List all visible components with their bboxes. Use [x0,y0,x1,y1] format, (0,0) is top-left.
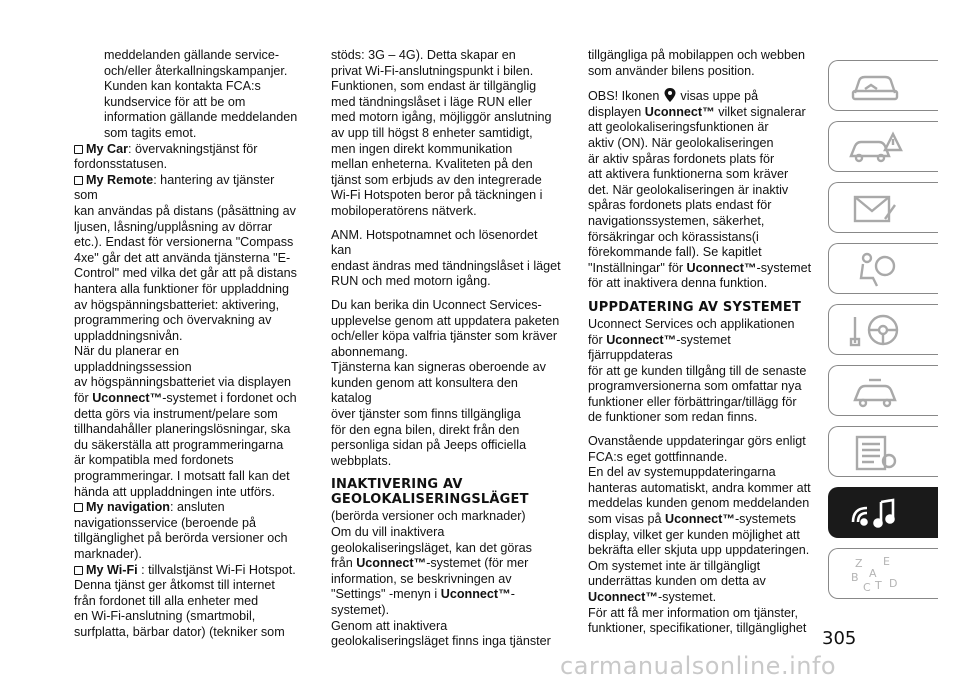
text-line: är kompatibla med fordonets [74,453,234,468]
brand-name: Uconnect™ [440,587,511,602]
text-line: detta görs via instrument/pelare som [74,406,278,421]
text-column-1 [74,48,298,641]
item-title: My Remote [86,172,154,187]
bullet-icon [74,503,83,512]
car-warning-icon [845,126,905,168]
text-line: programmeringar. I motsatt fall kan det [74,469,290,484]
text-line: navigationsservice (beroende på [74,515,257,530]
text-line: tillhandahåller planeringslösningar, ska [74,422,291,437]
text-line: från fordonet till alla enheter med [74,593,259,608]
airbag-safety-icon [845,248,905,290]
message-icon [845,187,905,229]
text-column-3 [588,48,814,637]
alphabet-index-icon [845,553,905,595]
navigation-item [74,500,298,516]
svg-text:T: T [875,579,882,592]
paragraph: Uconnect Services och applikationen för Uconnect™-systemet fjärruppdateras för att ge kunden tillgång till de senaste programversionerna som omfattar nya funktioner eller förbättringar/tillägg för de funktioner som redan finns. [588,316,807,425]
text-line: programmering och övervakning av [74,313,272,328]
text-line: kan användas på distans (påsättning av [74,203,296,218]
svg-text:C: C [863,581,871,594]
mycar-item [74,142,298,158]
item-title: My Wi-Fi [86,562,138,577]
svg-text:D: D [889,577,898,590]
paragraph: Tjänsterna kan signeras oberoende av kunden genom att konsultera den katalog över tjänster som finns tillgängliga för den egna bilen, direkt från den personliga sidan på Jeeps officiella webbplats. [331,360,546,468]
text-line: som tagits emot. [104,125,197,140]
text-line: och/eller återkallningskampanjer. [104,63,288,78]
svg-text:E: E [883,555,890,568]
tab-warnings[interactable] [828,121,938,172]
text-line: tillgänglighet på berörda versioner och [74,531,288,546]
paragraph: Ovanstående uppdateringar görs enligt FCA:s eget gottfinnande. [588,434,806,464]
paragraph: Genom att inaktivera geolokaliseringsläget finns inga tjänster [331,618,551,649]
text-line: av högspänningsbatteriet via displayen [74,375,292,390]
intro-paragraph [74,48,298,142]
obs-paragraph: OBS! Ikonen visas uppe på displayen Uconnect™ vilket signalerar att geolokaliseringsfunktionen är aktiv (ON). När geolokaliseringen är aktiv spåras fordonets plats för att aktivera funktionerna som kräver det. När geolokaliseringen är inaktiv spåras fordonets plats endast för navigationssystemen, säkerhet, försäkringar och körassistans(i förekommande fall). Se kapitlet "Inställningar" för Uconnect™-systemet för att inaktivera denna funktion. [588,89,812,291]
brand-name: Uconnect™ [665,512,735,527]
specifications-icon [845,431,905,473]
remote-item [74,173,298,204]
tab-messages[interactable] [828,182,938,233]
paragraph: tillgängliga på mobilappen och webben som använder bilens position. [588,48,806,78]
text-line: ljusen, låsning/upplåsning av dörrar [74,219,273,234]
tab-safety[interactable] [828,243,938,294]
car-dashboard-icon [845,65,905,107]
text-column-2 [331,48,561,650]
text-line: meddelanden gällande service- [104,48,280,62]
paragraph: Om systemet inte är tillgängligt underrättas kunden om detta av Uconnect™-systemet. [588,558,766,604]
section-heading-system-update: UPPDATERING AV SYSTEMET [588,299,802,315]
paragraph: För att få mer information om tjänster, funktioner, specifikationer, tillgänglighet [588,605,807,636]
bullet-icon [74,566,83,575]
text-line: en Wi-Fi-anslutning (smartmobil, [74,609,256,624]
brand-name: Uconnect™ [588,590,658,604]
text-line: Denna tjänst ger åtkomst till internet [74,578,275,593]
item-text: : tillvalstjänst Wi-Fi Hotspot. [137,562,296,577]
text-line: kundservice för att be om [104,94,246,109]
watermark: carmanualsonline.info [560,652,837,680]
brand-name: Uconnect™ [644,104,715,119]
text-line: uppladdningsnivån. [74,328,183,343]
paragraph: En del av systemuppdateringarna hanteras automatiskt, andra kommer att meddelas kunden genom meddelanden som visas på Uconnect™-systemets display, vilket ger kunden möjlighet att bekräfta eller skjuta upp uppdateringen. [588,465,811,558]
item-title: My navigation [86,500,170,515]
brand-name: Uconnect™ [92,391,163,406]
text-line: av högspänningsbatteriet: aktivering, [74,297,280,312]
text-line: hantera alla funktioner för uppladdning [74,281,289,296]
item-text: : ansluten [169,500,225,515]
item-text: : övervakningstjänst för [128,141,258,156]
subheading-note: (berörda versioner och marknader) [331,509,526,524]
text-line: När du planerar en uppladdningssession [74,344,192,374]
wifi-item [74,563,298,579]
item-title: My Car [86,141,128,156]
bullet-icon [74,145,83,154]
item-text: : hantering av tjänster som [74,172,275,203]
tab-specifications[interactable] [828,426,938,477]
tab-service[interactable] [828,365,938,416]
brand-name: Uconnect™ [686,260,757,275]
text-line: du säkerställa att programmeringarna [74,437,284,452]
note-paragraph: ANM. Hotspotnamnet och lösenordet kan endast ändras med tändningslåset i läget RUN och med motorn igång. [331,227,561,289]
text-line: etc.). Endast för versionerna "Compass [74,235,294,250]
brand-name: Uconnect™ [606,332,677,347]
text-line: surfplatta, bärbar dator) (tekniker som [74,624,285,639]
driving-steering-icon [845,309,905,351]
text-line: marknader). [74,547,142,561]
paragraph: Du kan berika din Uconnect Services- upplevelse genom att uppdatera paketen och/eller köpa valfria tjänster som kräver abonnemang. [331,297,560,359]
text-line: Kunden kan kontakta FCA:s [104,79,261,94]
location-pin-icon [663,87,677,103]
paragraph: Om du vill inaktivera geolokaliseringsläget, kan det göras från Uconnect™-systemet (för mer information, se beskrivningen av "Settings" -menyn i Uconnect™- systemet). [331,525,532,617]
text-line: 4xe" går det att använda tjänsterna "E- [74,250,291,265]
tab-multimedia[interactable] [828,487,938,538]
text-line: fordonsstatusen. [74,157,168,172]
car-service-icon [845,370,905,412]
tab-driving[interactable] [828,304,938,355]
svg-text:Z: Z [855,557,863,570]
svg-text:B: B [851,571,859,584]
section-heading-geolocation: INAKTIVERING AV GEOLOKALISERINGSLÄGET [331,477,529,508]
text-line: Control" med vilka det går att på distans [74,266,297,281]
tab-dashboard[interactable] [828,60,938,111]
brand-name: Uconnect™ [356,556,427,571]
text-line: för Uconnect™-systemet i fordonet och [74,391,297,406]
page-number: 305 [822,628,857,649]
text-line: information gällande meddelanden [104,110,298,125]
tab-index[interactable] [828,548,938,599]
svg-text:A: A [869,567,877,580]
bullet-icon [74,176,83,185]
text-line: hända att uppladdningen inte utförs. [74,484,275,499]
multimedia-icon [845,492,905,534]
paragraph: stöds: 3G – 4G). Detta skapar en privat Wi-Fi-anslutningspunkt i bilen. Funktionen, som endast är tillgänglig med tändningslåset i läge RUN eller med motorn igång, möjliggör anslutning av upp till högst 8 enheter samtidigt, men ingen direkt kommunikation mellan enheterna. Kvaliteten på den tjänst som erbjuds av den integrerade Wi-Fi Hotspoten beror på täckningen i mobiloperatörens nätverk. [331,48,552,218]
